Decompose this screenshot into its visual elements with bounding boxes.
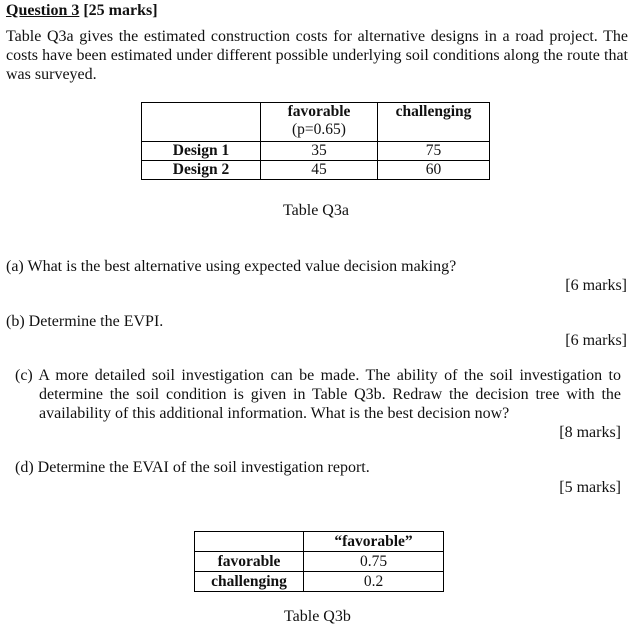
part-c-text: (c) A more detailed soil investigation can be made. The ability of the soil investigation to determine the soil condition is given in Table Q3b. Redraw the decision tree with the availability of this additional information. What is the best decision now?: [15, 367, 621, 422]
part-a-text: (a) What is the best alternative using expected value decision making?: [6, 258, 457, 275]
table-header-row: [195, 532, 444, 552]
question-heading: [6, 2, 158, 20]
table-q3a-caption: Table Q3a: [283, 202, 349, 219]
table-corner-cell: [142, 103, 261, 142]
cell-favorable: 35: [261, 142, 378, 161]
cell-challenging: 60: [378, 161, 490, 180]
header-favorable-label: favorable: [287, 103, 351, 120]
table-row: [142, 161, 490, 180]
table-row: [195, 572, 444, 592]
question-label: Question 3: [6, 2, 80, 19]
table-row: [195, 552, 444, 572]
row-label: favorable: [195, 552, 304, 572]
cell-favorable: 45: [261, 161, 378, 180]
part-d-marks: [5 marks]: [559, 479, 621, 496]
cell-challenging: 75: [378, 142, 490, 161]
table-q3a: [141, 102, 490, 180]
table-corner-cell: [195, 532, 304, 552]
part-b-marks: [6 marks]: [565, 332, 627, 349]
cell-value: 0.2: [304, 572, 444, 592]
part-c: [15, 366, 621, 423]
header-reported-favorable: “favorable”: [304, 532, 444, 552]
table-q3b: [194, 531, 444, 592]
part-a-marks: [6 marks]: [565, 277, 627, 294]
intro-paragraph: Table Q3a gives the estimated construction costs for alternative designs in a road project. The costs have been estimated under different possible underlying soil conditions along the route that was surveyed.: [6, 28, 628, 83]
row-label: challenging: [195, 572, 304, 592]
header-challenging: challenging: [378, 103, 490, 142]
table-row: [142, 142, 490, 161]
cell-value: 0.75: [304, 552, 444, 572]
table-header-row: [142, 103, 490, 142]
row-label: Design 1: [142, 142, 261, 161]
part-c-marks: [8 marks]: [559, 424, 621, 441]
question-marks: [25 marks]: [83, 2, 158, 19]
row-label: Design 2: [142, 161, 261, 180]
header-favorable: [261, 103, 378, 142]
part-b-text: (b) Determine the EVPI.: [6, 313, 164, 330]
header-favorable-probability: (p=0.65): [292, 121, 346, 138]
table-q3b-caption: Table Q3b: [284, 608, 351, 625]
part-d-text: (d) Determine the EVAI of the soil investigation report.: [15, 459, 370, 476]
